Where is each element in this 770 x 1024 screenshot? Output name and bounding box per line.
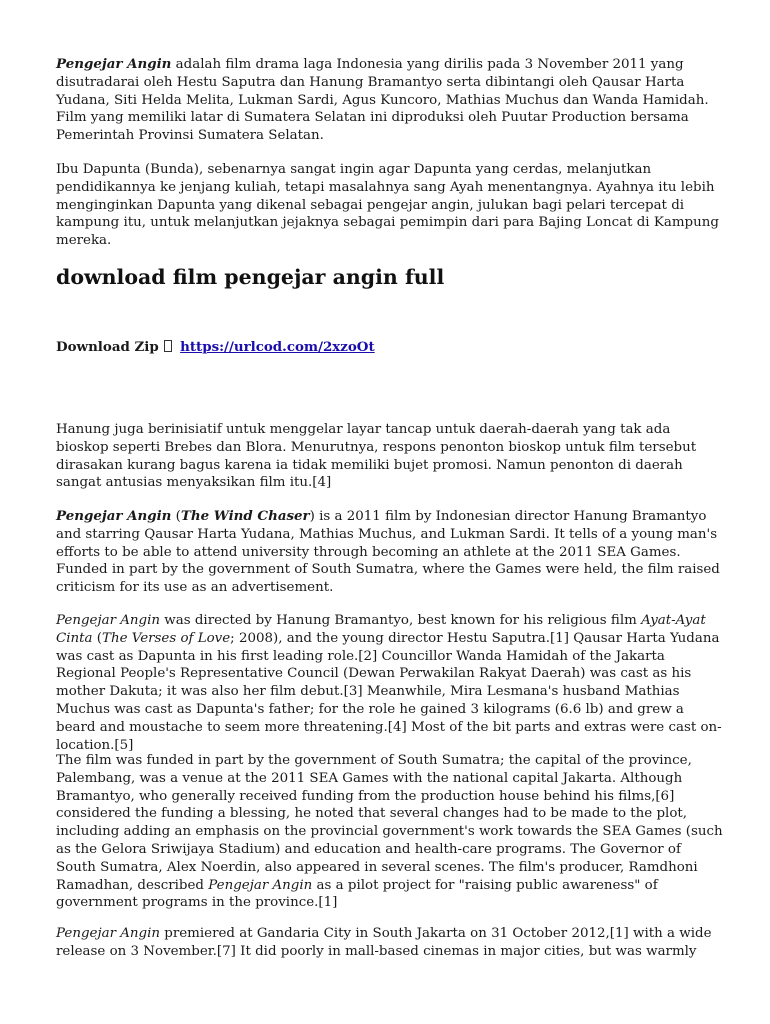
film-title: Pengejar Angin [56, 926, 161, 941]
paragraph-screening-id [56, 421, 724, 492]
film-reference: Ayat-Ayat Cinta [56, 613, 706, 646]
film-title: Pengejar Angin [208, 877, 313, 893]
download-line [56, 338, 375, 356]
film-reference-en: The Verses of Love [102, 630, 231, 646]
paragraph-intro-id [56, 56, 724, 145]
download-label: Download Zip [56, 339, 159, 355]
paragraph-text: adalah film drama laga Indonesia yang dirilis pada 3 November 2011 yang disutradarai oleh Hestu Saputra dan Hanung Bramantyo serta dibintangi oleh Qausar Harta Yudana, Siti Helda Melita, Lukman Sardi, Agus Kuncoro, Mathias Muchus dan Wanda Hamidah. Film yang memiliki latar di Sumatera Selatan ini diproduksi oleh Puutar Production bersama Pemerintah Provinsi Sumatera Selatan. [56, 57, 709, 144]
section-heading: download film pengejar angin full [56, 265, 445, 289]
paragraph-intro-en [56, 508, 724, 597]
film-title: Pengejar Angin [56, 613, 161, 628]
paragraph-production [56, 612, 724, 754]
paragraph-text: Hanung juga berinisiatif untuk menggelar layar tancap untuk daerah-daerah yang tak ada bioskop seperti Brebes dan Blora. Menurutnya, respons penonton bioskop untuk film tersebut dirasakan kurang bagus karena ia tidak memiliki bujet promosi. Namun penonton di daerah sangat antusias menyaksikan film itu.[4] [56, 422, 697, 491]
paragraph-plot-id [56, 161, 724, 250]
paragraph-release [56, 925, 724, 961]
paragraph-text: as a pilot project for "raising public awareness" of government programs in the province.[1] [56, 877, 658, 911]
paragraph-text: Ibu Dapunta (Bunda), sebenarnya sangat ingin agar Dapunta yang cerdas, melanjutkan pendidikannya ke jenjang kuliah, tetapi masalahnya sang Ayah menentangnya. Ayahnya itu lebih menginginkan Dapunta yang dikenal sebagai pengejar angin, julukan bagi pelari tercepat di kampung itu, untuk melanjutkan jejaknya sebagai pemimpin dari para Bajing Loncat di Kampung mereka. [56, 162, 719, 249]
paragraph-text: was directed by Hanung Bramantyo, best known for his religious film [160, 613, 642, 628]
paragraph-text: ; 2008), and the young director Hestu Saputra.[1] Qausar Harta Yudana was cast as Dapunta in his first leading role.[2] Councillor Wanda Hamidah of the Jakarta Regional People's Representative Council (Dewan Perwakilan Rakyat Daerah) was cast as his mother Dakuta; it was also her film debut.[3] Meanwhile, Mira Lesmana's husband Mathias Muchus was cast as Dapunta's father; for the role he gained 3 kilograms (6.6 lb) and grew a beard and moustache to seem more threatening.[4] Most of the bit parts and extras were cast on-location.[5] [56, 630, 722, 753]
download-link[interactable]: https://urlcod.com/2xzoOt [180, 339, 375, 355]
paren-text: ( [171, 509, 181, 524]
film-alt-title: The Wind Chaser [180, 508, 310, 524]
film-title: Pengejar Angin [56, 56, 172, 72]
film-title: Pengejar Angin [56, 508, 172, 524]
paragraph-funding [56, 752, 724, 912]
paragraph-text: premiered at Gandaria City in South Jakarta on 31 October 2012,[1] with a wide release on 3 November.[7] It did poorly in mall-based cinemas in major cities, but was warmly [56, 926, 712, 959]
paren-text: ( [92, 630, 103, 646]
arrow-icon [164, 340, 172, 352]
paragraph-text: ) is a 2011 film by Indonesian director Hanung Bramantyo and starring Qausar Harta Yudana, Mathias Muchus, and Lukman Sardi. It tells of a young man's efforts to be able to attend university through becoming an athlete at the 2011 SEA Games. Funded in part by the government of South Sumatra, where the Games were held, the film raised criticism for its use as an advertisement. [56, 509, 720, 596]
paragraph-text: The film was funded in part by the government of South Sumatra; the capital of the province, Palembang, was a venue at the 2011 SEA Games with the national capital Jakarta. Although Bramantyo, who generally received funding from the production house behind his films,[6] considered the funding a blessing, he noted that several changes had to be made to the plot, including adding an emphasis on the provincial government's work towards the SEA Games (such as the Gelora Sriwijaya Stadium) and education and health-care programs. The Governor of South Sumatra, Alex Noerdin, also appeared in several scenes. The film's producer, Ramdhoni Ramadhan, described [56, 753, 723, 893]
